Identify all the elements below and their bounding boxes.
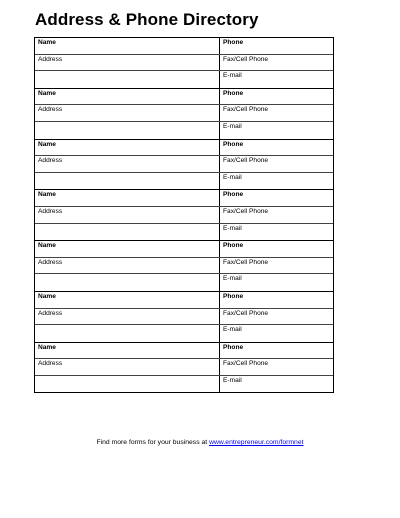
address-field[interactable]: Address bbox=[35, 55, 220, 71]
entry-address-row bbox=[35, 105, 333, 122]
name-field[interactable]: Name bbox=[35, 292, 220, 308]
email-field[interactable]: E-mail bbox=[223, 275, 242, 283]
entry-email-row bbox=[35, 274, 333, 291]
email-field[interactable]: E-mail bbox=[223, 224, 242, 232]
entry-email-row bbox=[35, 173, 333, 190]
directory-entry bbox=[35, 88, 333, 139]
address-field[interactable]: Address bbox=[35, 156, 220, 172]
address-line-2-field[interactable] bbox=[35, 173, 220, 190]
address-line-2-field[interactable] bbox=[35, 376, 220, 393]
phone-field[interactable]: Phone bbox=[223, 191, 244, 199]
entry-header-row bbox=[35, 140, 333, 157]
entry-address-row bbox=[35, 156, 333, 173]
phone-field[interactable]: Phone bbox=[223, 343, 244, 351]
name-field[interactable]: Name bbox=[35, 190, 220, 206]
entry-address-row bbox=[35, 258, 333, 275]
fax-cell-phone-field[interactable]: Fax/Cell Phone bbox=[223, 360, 269, 368]
address-line-2-field[interactable] bbox=[35, 71, 220, 88]
directory-entry bbox=[35, 189, 333, 240]
entry-address-row bbox=[35, 55, 333, 72]
entry-header-row bbox=[35, 190, 333, 207]
name-field[interactable]: Name bbox=[35, 89, 220, 105]
fax-cell-phone-field[interactable]: Fax/Cell Phone bbox=[223, 258, 269, 266]
entry-header-row bbox=[35, 38, 333, 55]
footer bbox=[0, 439, 400, 446]
entry-address-row bbox=[35, 359, 333, 376]
entry-header-row bbox=[35, 241, 333, 258]
page-title: Address & Phone Directory bbox=[35, 10, 259, 29]
entry-email-row bbox=[35, 325, 333, 342]
phone-field[interactable]: Phone bbox=[223, 140, 244, 148]
email-field[interactable]: E-mail bbox=[223, 173, 242, 181]
address-line-2-field[interactable] bbox=[35, 224, 220, 241]
address-field[interactable]: Address bbox=[35, 258, 220, 274]
name-field[interactable]: Name bbox=[35, 140, 220, 156]
entry-email-row bbox=[35, 71, 333, 88]
email-field[interactable]: E-mail bbox=[223, 326, 242, 334]
fax-cell-phone-field[interactable]: Fax/Cell Phone bbox=[223, 207, 269, 215]
email-field[interactable]: E-mail bbox=[223, 72, 242, 80]
address-line-2-field[interactable] bbox=[35, 122, 220, 139]
fax-cell-phone-field[interactable]: Fax/Cell Phone bbox=[223, 106, 269, 114]
entry-header-row bbox=[35, 292, 333, 309]
entry-email-row bbox=[35, 224, 333, 241]
footer-link[interactable]: www.entrepreneur.com/formnet bbox=[209, 439, 304, 446]
directory-entry bbox=[35, 342, 333, 393]
fax-cell-phone-field[interactable]: Fax/Cell Phone bbox=[223, 309, 269, 317]
email-field[interactable]: E-mail bbox=[223, 376, 242, 384]
entry-header-row bbox=[35, 89, 333, 106]
footer-text: Find more forms for your business at bbox=[96, 439, 210, 446]
phone-field[interactable]: Phone bbox=[223, 242, 244, 250]
address-field[interactable]: Address bbox=[35, 309, 220, 325]
entry-email-row bbox=[35, 122, 333, 139]
phone-field[interactable]: Phone bbox=[223, 89, 244, 97]
entry-email-row bbox=[35, 376, 333, 393]
directory-entry bbox=[35, 37, 333, 88]
name-field[interactable]: Name bbox=[35, 343, 220, 359]
address-field[interactable]: Address bbox=[35, 207, 220, 223]
fax-cell-phone-field[interactable]: Fax/Cell Phone bbox=[223, 55, 269, 63]
address-field[interactable]: Address bbox=[35, 105, 220, 121]
directory-entry bbox=[35, 291, 333, 342]
name-field[interactable]: Name bbox=[35, 38, 220, 54]
name-field[interactable]: Name bbox=[35, 241, 220, 257]
entry-address-row bbox=[35, 207, 333, 224]
address-line-2-field[interactable] bbox=[35, 274, 220, 291]
phone-field[interactable]: Phone bbox=[223, 292, 244, 300]
directory-table bbox=[34, 37, 334, 393]
directory-entry bbox=[35, 240, 333, 291]
phone-field[interactable]: Phone bbox=[223, 39, 244, 46]
address-field[interactable]: Address bbox=[35, 359, 220, 375]
directory-entry bbox=[35, 139, 333, 190]
fax-cell-phone-field[interactable]: Fax/Cell Phone bbox=[223, 157, 269, 165]
email-field[interactable]: E-mail bbox=[223, 122, 242, 130]
entry-header-row bbox=[35, 343, 333, 360]
entry-address-row bbox=[35, 309, 333, 326]
address-line-2-field[interactable] bbox=[35, 325, 220, 342]
